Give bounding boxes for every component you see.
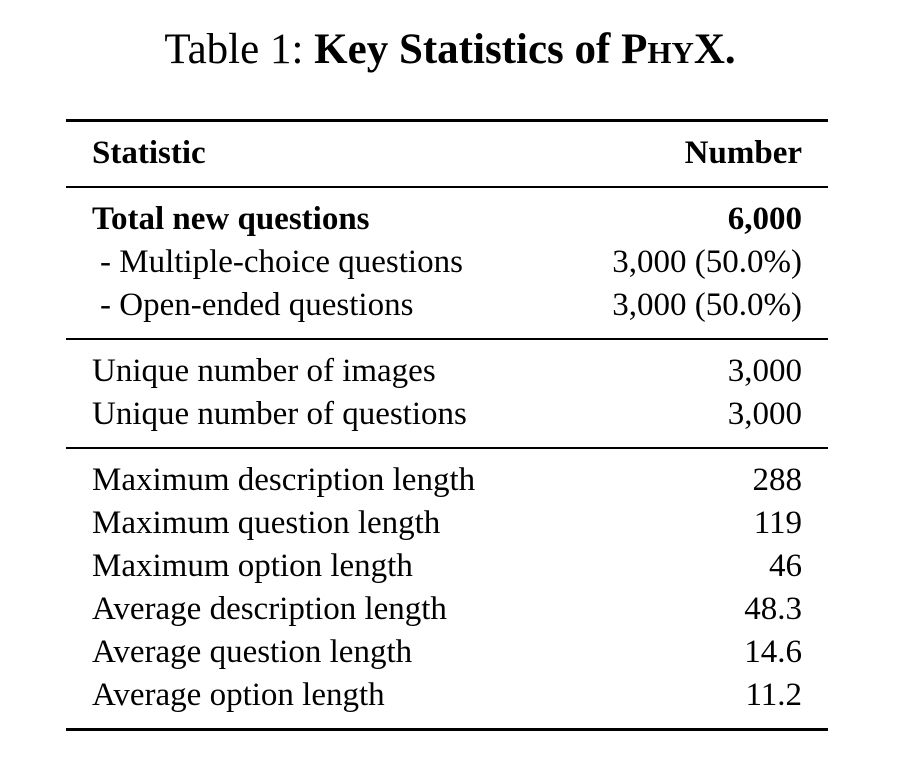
group-unique — [66, 350, 828, 436]
table-row — [66, 502, 828, 545]
caption-prefix: Table 1: — [164, 26, 304, 73]
row-label: Total new questions — [92, 201, 370, 237]
header-row — [66, 132, 828, 175]
row-value: 48.3 — [744, 591, 802, 627]
row-value: 14.6 — [744, 634, 802, 670]
statistics-table — [66, 119, 828, 731]
table-row — [66, 198, 828, 241]
table-row — [66, 459, 828, 502]
table-row — [66, 350, 828, 393]
group-totals — [66, 198, 828, 327]
row-label: Unique number of images — [92, 353, 436, 389]
table-row — [66, 241, 828, 284]
row-label: Maximum option length — [92, 548, 413, 584]
row-label: Maximum description length — [92, 462, 476, 498]
table-caption — [0, 22, 900, 81]
row-value: 46 — [769, 548, 802, 584]
table-row — [66, 631, 828, 674]
row-label: Unique number of questions — [92, 396, 467, 432]
caption-title-main: Key Statistics of P — [314, 26, 648, 73]
row-label: Average question length — [92, 634, 413, 670]
header-statistic: Statistic — [92, 135, 206, 171]
table-row — [66, 393, 828, 436]
table-row — [66, 588, 828, 631]
bottom-rule — [66, 728, 828, 731]
table-row — [66, 674, 828, 717]
row-value: 11.2 — [745, 677, 802, 713]
row-label: - Multiple-choice questions — [100, 244, 463, 280]
row-value: 3,000 — [727, 353, 802, 389]
row-value: 119 — [753, 505, 802, 541]
row-value: 3,000 (50.0%) — [612, 244, 802, 280]
caption-title-end: X. — [693, 26, 736, 73]
group-lengths — [66, 459, 828, 717]
table-row — [66, 284, 828, 327]
row-value: 3,000 (50.0%) — [612, 287, 802, 323]
row-label: Average option length — [92, 677, 385, 713]
caption-title-smallcaps: HY — [647, 35, 694, 70]
row-value: 3,000 — [727, 396, 802, 432]
row-label: - Open-ended questions — [100, 287, 414, 323]
row-label: Maximum question length — [92, 505, 441, 541]
row-value: 288 — [752, 462, 802, 498]
table-row — [66, 545, 828, 588]
header-number: Number — [684, 135, 802, 171]
row-label: Average description length — [92, 591, 447, 627]
row-value: 6,000 — [727, 201, 802, 237]
